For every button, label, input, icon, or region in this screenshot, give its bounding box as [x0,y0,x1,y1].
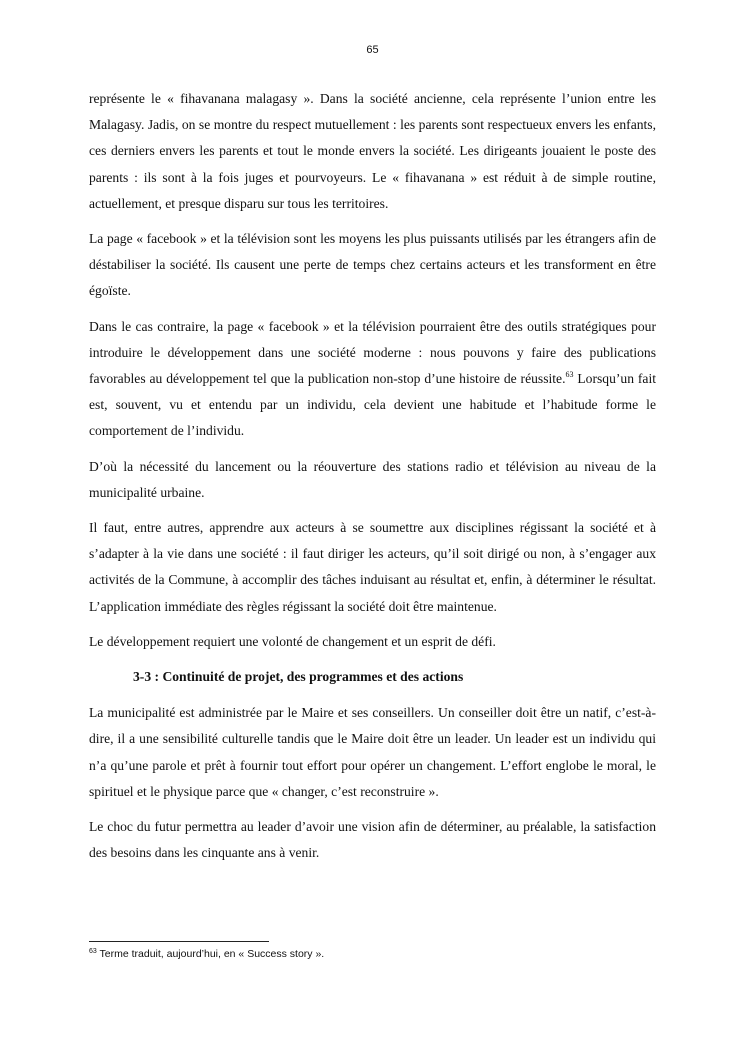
page-number: 65 [366,44,379,56]
footnote [89,948,656,960]
paragraph-7: La municipalité est administrée par le Maire et ses conseillers. Un conseiller doit être un natif, c’est-à-dire, il a une sensibilité culturelle tandis que le Maire doit être un leader. Un leader est un individu qui n’a qu’une parole et prêt à fournir tout effort pour opérer un changement. L’effort englobe le moral, le spirituel et le physique parce que « changer, c’est reconstruire ». [89,705,656,799]
paragraph-3 [89,314,656,445]
footnote-number: 63 [89,948,97,955]
footnote-reference[interactable]: 63 [565,370,574,380]
section-heading: 3-3 : Continuité de projet, des programmes et des actions [133,669,464,685]
paragraph-1: représente le « fihavanana malagasy ». Dans la société ancienne, cela représente l’union entre les Malagasy. Jadis, on se montre du respect mutuellement : les parents sont respectueux envers les enfants, ces derniers envers les parents et tout le monde envers la société. Les dirigeants jouaient le poste des parents : ils sont à la fois juges et pourvoyeurs. Le « fihavanana » est réduit à de simple routine, actuellement, et presque disparu sur tous les territoires. [89,91,656,211]
paragraph-4: D’où la nécessité du lancement ou la réouverture des stations radio et télévision au niveau de la municipalité urbaine. [89,458,656,500]
paragraph-2: La page « facebook » et la télévision sont les moyens les plus puissants utilisés par les étrangers afin de déstabiliser la société. Ils causent une perte de temps chez certains acteurs et les transforment en être égoïste. [89,231,656,299]
paragraph-3-text-b: Lorsqu’un fait est, souvent, vu et entendu par un individu, cela devient une habitude et l’habitude forme le comportement de l’individu. [89,371,657,439]
footnote-text: Terme traduit, aujourd’hui, en « Success story ». [96,948,325,960]
paragraph-3-text-a: Dans le cas contraire, la page « facebook » et la télévision pourraient être des outils stratégiques pour introduire le développement dans une société moderne : nous pouvons y faire des publications favorables au développement tel que la publication non-stop d’une histoire de réussite. [89,318,656,387]
paragraph-6: Le développement requiert une volonté de changement et un esprit de défi. [89,633,496,649]
footnote-separator [89,941,269,942]
paragraph-5: Il faut, entre autres, apprendre aux acteurs à se soumettre aux disciplines régissant la société et à s’adapter à la vie dans une société : il faut diriger les acteurs, qu’il soit dirigé ou non, à s’engager aux activités de la Commune, à accomplir des tâches induisant au résultat et, enfin, à déterminer le résultat. L’application immédiate des règles régissant la société doit être maintenue. [89,520,656,614]
paragraph-8: Le choc du futur permettra au leader d’avoir une vision afin de déterminer, au préalable, la satisfaction des besoins dans les cinquante ans à venir. [89,819,656,861]
body-text [89,86,656,875]
